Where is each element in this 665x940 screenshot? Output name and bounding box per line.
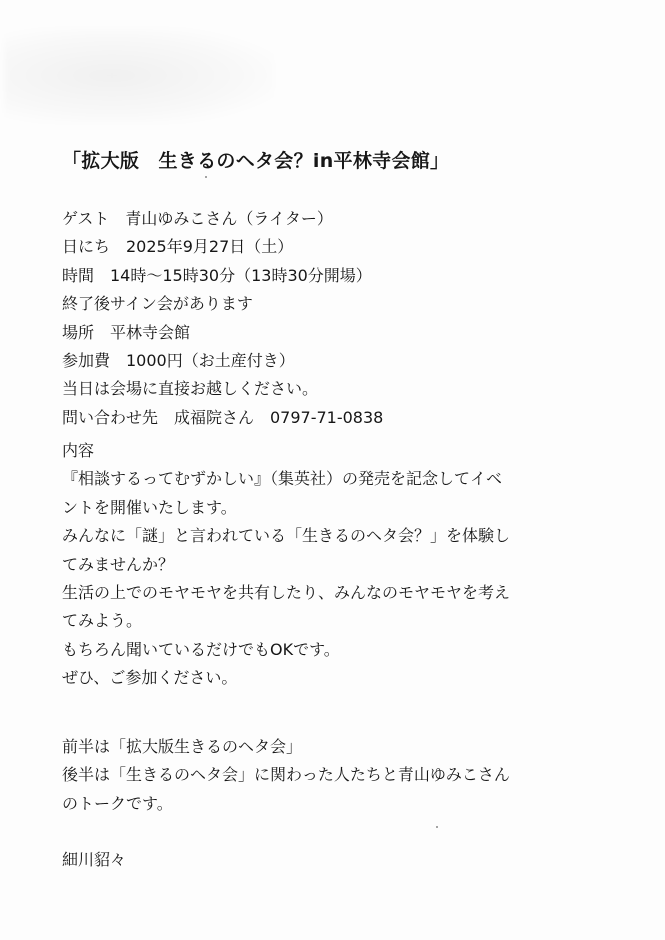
author-name: 細川貂々	[62, 850, 127, 869]
first-half-line: 前半は「拡大版生きるのヘタ会」	[62, 737, 303, 756]
fee-line: 参加費 1000円（お土産付き）	[62, 350, 295, 370]
event-title: 「拡大版 生きるのヘタ会？in平林寺会館」	[62, 150, 450, 172]
content-line: もちろん聞いているだけでもOKです。	[62, 639, 340, 659]
scan-smudge	[4, 28, 274, 123]
scan-speck	[205, 176, 207, 178]
second-half-line: 後半は「生きるのヘタ会」に関わった人たちと青山ゆみこさん	[62, 765, 510, 785]
second-half-line-cont: のトークです。	[62, 793, 173, 813]
content-line: 生活の上でのモヤモヤを共有したり、みんなのモヤモヤを考え	[62, 582, 511, 602]
attendance-line: 当日は会場に直接お越しください。	[62, 379, 319, 399]
content-line: ぜひ、ご参加ください。	[62, 668, 238, 688]
content-section	[62, 437, 510, 693]
guest-line: ゲスト 青山ゆみこさん（ライター）	[62, 209, 333, 228]
content-line: てみませんか？	[62, 554, 175, 574]
contact-line: 問い合わせ先 成福院さん 0797-71-0838	[62, 407, 384, 427]
event-info	[62, 205, 383, 432]
time-line: 時間 14時～15時30分（13時30分開場）	[62, 265, 372, 285]
scan-speck	[436, 826, 438, 828]
content-line: てみよう。	[62, 611, 143, 631]
program-section	[62, 733, 510, 818]
content-line: みんなに「謎」と言われている「生きるのヘタ会？」を体験し	[62, 526, 511, 546]
date-line: 日にち 2025年9月27日（土）	[62, 237, 294, 257]
content-heading: 内容	[62, 441, 95, 460]
content-line: 『相談するってむずかしい』（集英社）の発売を記念してイベ	[62, 469, 503, 489]
signing-line: 終了後サイン会があります	[62, 294, 253, 314]
content-line: ントを開催いたします。	[62, 497, 237, 517]
venue-line: 場所 平林寺会館	[62, 322, 191, 342]
